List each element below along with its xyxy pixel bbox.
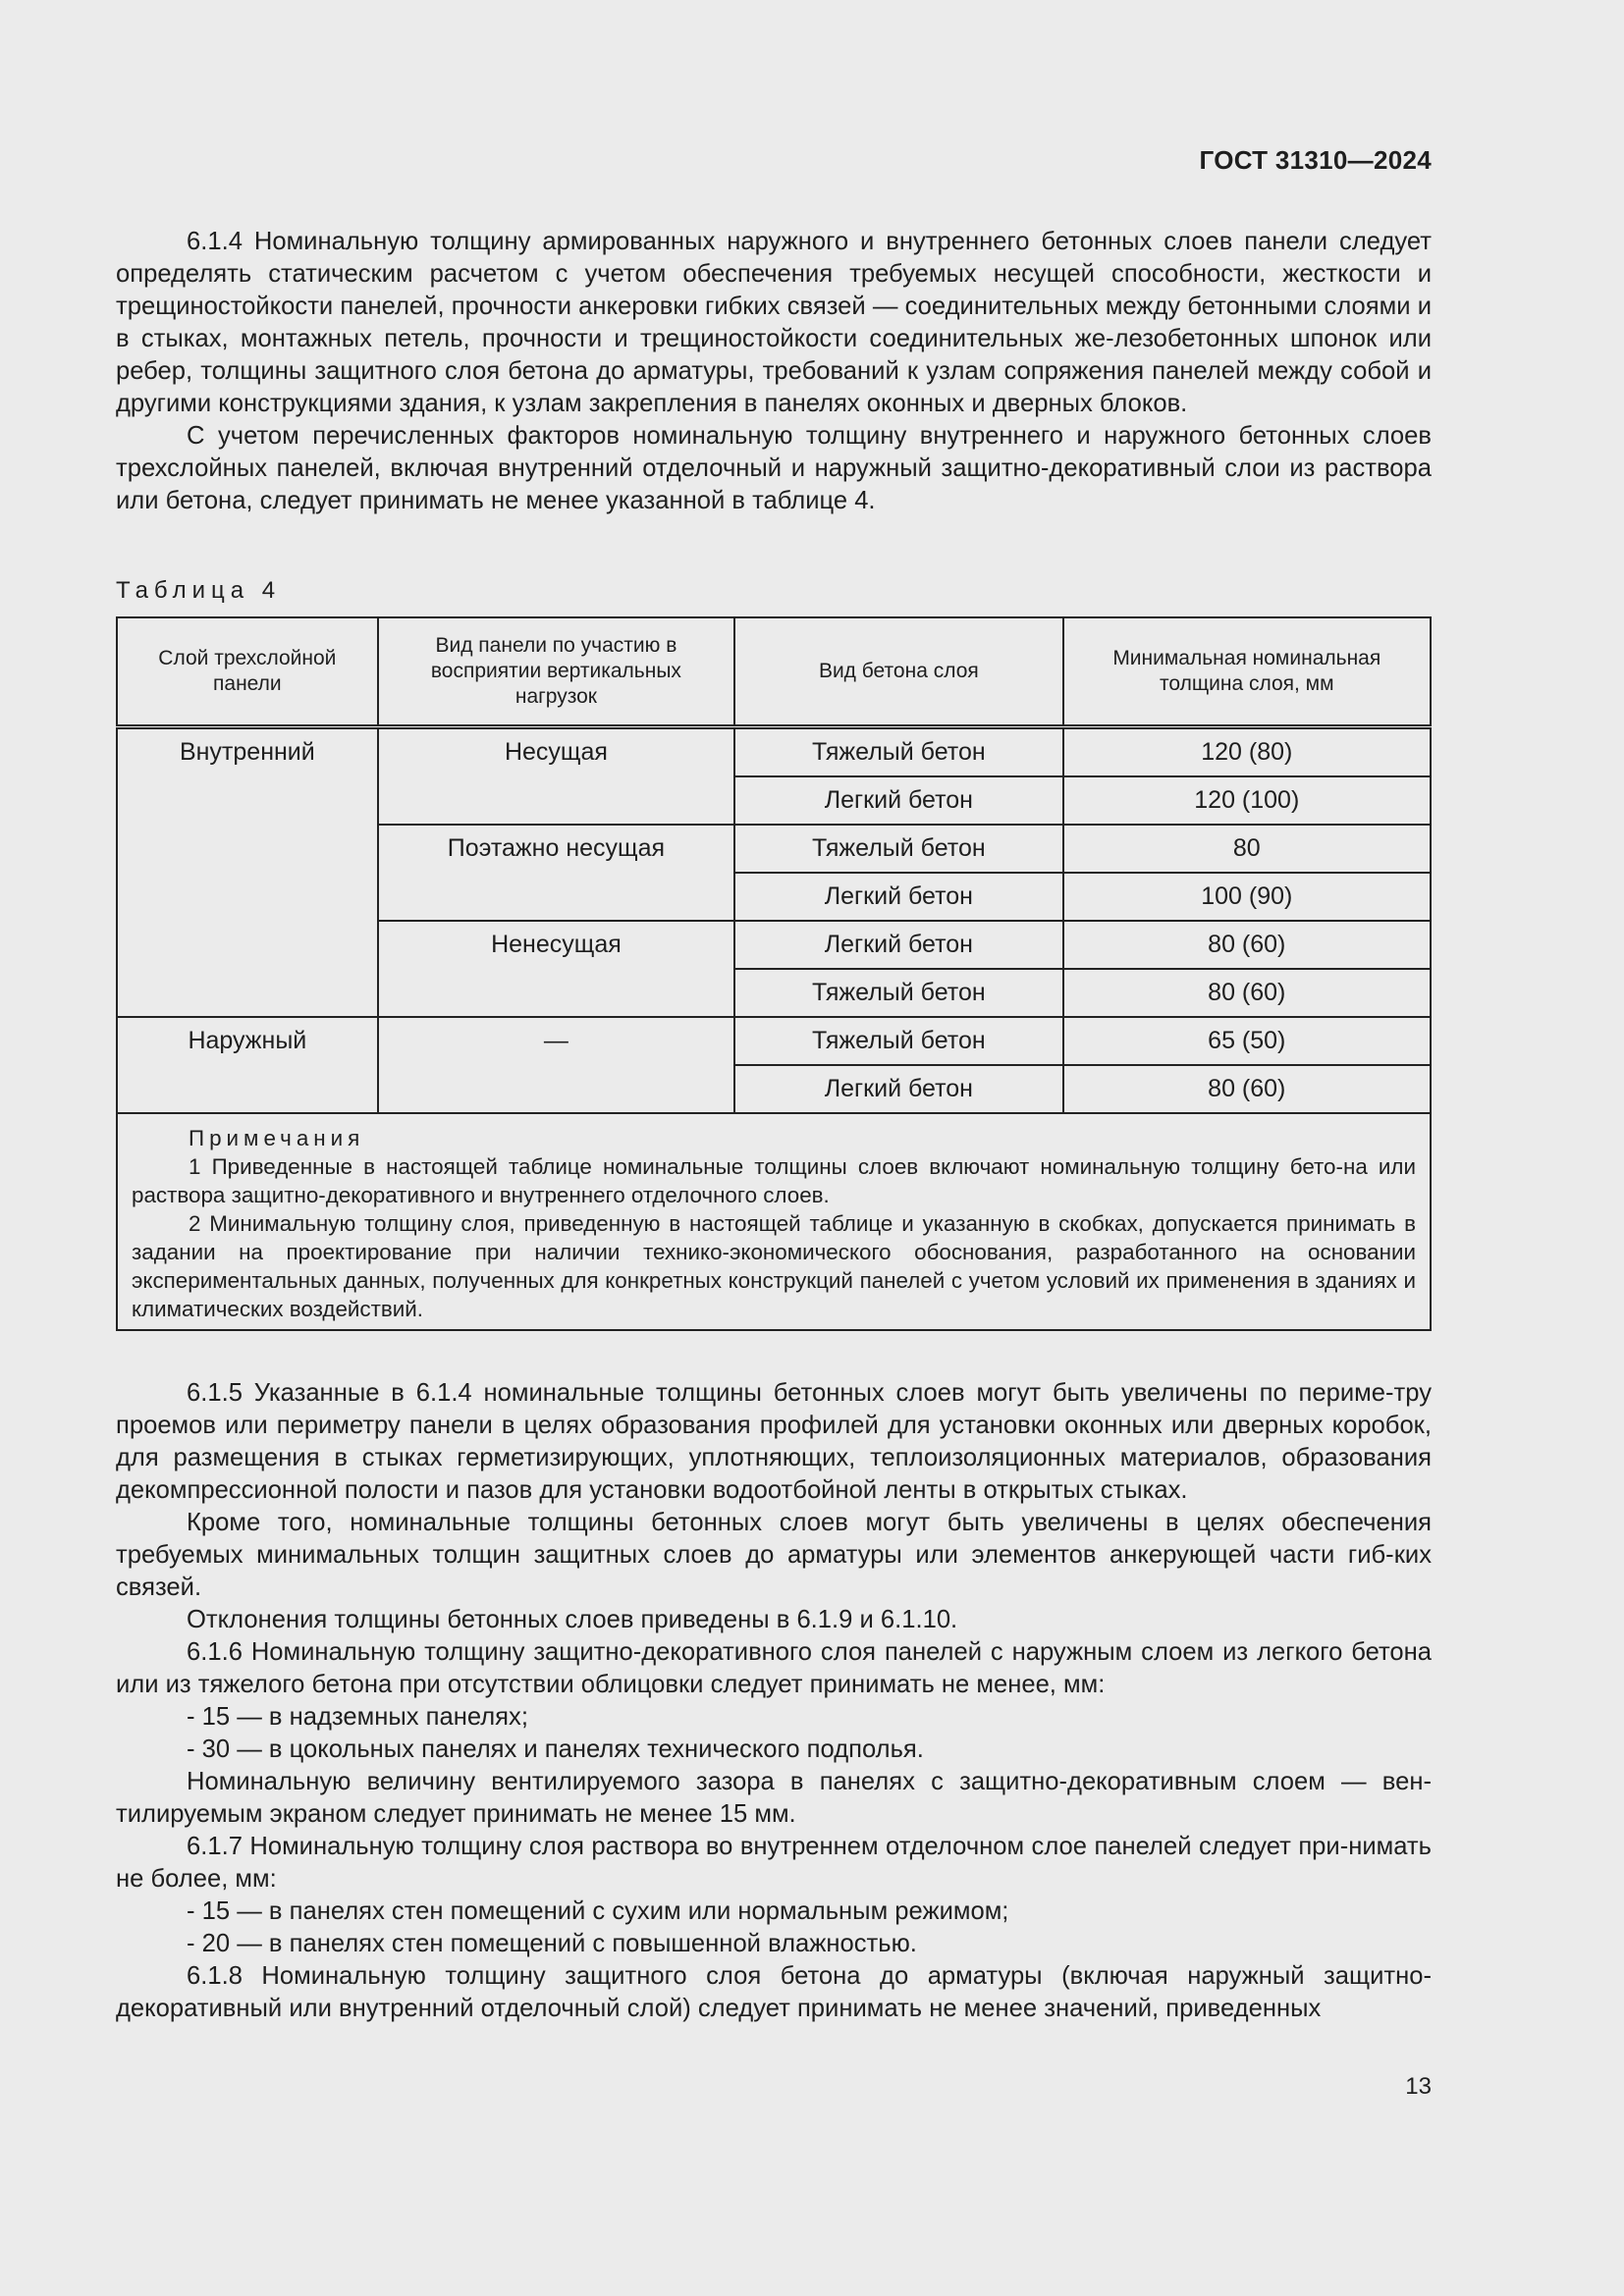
paragraph-6-1-6-b: Номинальную величину вентилируемого зазора в панелях с защитно-декоративным слоем — вен-тилируемым экраном следует принимать не менее 15 мм. xyxy=(116,1768,1432,1828)
header-min-thickness: Минимальная номинальная толщина слоя, мм xyxy=(1063,617,1431,727)
thickness-cell: 65 (50) xyxy=(1063,1017,1431,1065)
header-layer: Слой трехслойной панели xyxy=(117,617,378,727)
paragraph-6-1-7: 6.1.7 Номинальную толщину слоя раствора во внутреннем отделочном слое панелей следует при-нимать не более, мм: xyxy=(116,1833,1432,1893)
paragraph-6-1-5-c: Отклонения толщины бетонных слоев приведены в 6.1.9 и 6.1.10. xyxy=(187,1606,958,1633)
paragraph-6-1-6: 6.1.6 Номинальную толщину защитно-декоративного слоя панелей с наружным слоем из легкого бетона или из тяжелого бетона при отсутствии облицовки следует принимать не менее, мм: xyxy=(116,1638,1432,1698)
layer-cell: Наружный xyxy=(117,1017,378,1113)
list-item: - 30 — в цокольных панелях и панелях технического подполья. xyxy=(187,1735,924,1763)
thickness-cell: 80 xyxy=(1063,825,1431,873)
concrete-cell: Тяжелый бетон xyxy=(734,969,1062,1017)
list-item: - 15 — в надземных панелях; xyxy=(187,1703,528,1731)
concrete-cell: Тяжелый бетон xyxy=(734,727,1062,777)
panel-type-cell: Несущая xyxy=(378,727,734,826)
table-4 xyxy=(116,616,1432,1331)
thickness-cell: 120 (80) xyxy=(1063,727,1431,777)
thickness-cell: 80 (60) xyxy=(1063,921,1431,969)
page-number: 13 xyxy=(1405,2073,1432,2100)
list-item: - 15 — в панелях стен помещений с сухим или нормальным режимом; xyxy=(187,1897,1009,1925)
table-row xyxy=(117,727,1431,777)
paragraph-6-1-8: 6.1.8 Номинальную толщину защитного слоя бетона до арматуры (включая наружный защитно-декоративный или внутренний отделочный слой) следует принимать не менее значений, приведенных xyxy=(116,1962,1432,2022)
table-notes xyxy=(117,1113,1431,1330)
concrete-cell: Легкий бетон xyxy=(734,873,1062,921)
concrete-cell: Тяжелый бетон xyxy=(734,1017,1062,1065)
notes-title: Примечания xyxy=(189,1126,365,1150)
table-notes-row xyxy=(117,1113,1431,1330)
header-concrete-type: Вид бетона слоя xyxy=(734,617,1062,727)
thickness-cell: 120 (100) xyxy=(1063,776,1431,825)
panel-type-cell: Ненесущая xyxy=(378,921,734,1017)
table-header-row xyxy=(117,617,1431,727)
paragraph-factors: С учетом перечисленных факторов номинальную толщину внутреннего и наружного бетонных слоев трехслойных панелей, включая внутренний отделочный и наружный защитно-декоративный слои из раствора или бетона, следует принимать не менее указанной в таблице 4. xyxy=(116,422,1432,514)
note-1: 1 Приведенные в настоящей таблице номинальные толщины слоев включают номинальную толщину бето-на или раствора защитно-декоративного и внутреннего отделочного слоев. xyxy=(132,1154,1416,1207)
panel-type-cell: — xyxy=(378,1017,734,1113)
note-2: 2 Минимальную толщину слоя, приведенную в настоящей таблице и указанную в скобках, допускается принимать в задании на проектирование при наличии технико-экономического обоснования, разработанного на основании экспериментальных данных, полученных для конкретных конструкций панелей с учетом условий их применения в зданиях и климатических воздействий. xyxy=(132,1211,1416,1321)
list-item: - 20 — в панелях стен помещений с повышенной влажностью. xyxy=(187,1930,917,1957)
intro-text xyxy=(116,226,1432,517)
thickness-cell: 80 (60) xyxy=(1063,1065,1431,1113)
paragraph-6-1-4: 6.1.4 Номинальную толщину армированных наружного и внутреннего бетонных слоев панели следует определять статическим расчетом с учетом обеспечения требуемых несущей способности, жесткости и трещиностойкости панелей, прочности анкеровки гибких связей — соединительных между бетонными слоями и в стыках, монтажных петель, прочности и трещиностойкости соединительных же-лезобетонных шпонок или ребер, толщины защитного слоя бетона до арматуры, требований к узлам сопряжения панелей между собой и другими конструкциями здания, к узлам закрепления в панелях оконных и дверных блоков. xyxy=(116,228,1432,417)
concrete-cell: Легкий бетон xyxy=(734,1065,1062,1113)
concrete-cell: Тяжелый бетон xyxy=(734,825,1062,873)
thickness-cell: 80 (60) xyxy=(1063,969,1431,1017)
panel-type-cell: Поэтажно несущая xyxy=(378,825,734,921)
paragraph-6-1-5: 6.1.5 Указанные в 6.1.4 номинальные толщины бетонных слоев могут быть увеличены по периме-тру проемов или периметру панели в целях образования профилей для установки оконных или дверных коробок, для размещения в стыках герметизирующих, уплотняющих, теплоизоляционных материалов, образования декомпрессионной полости и пазов для установки водоотбойной ленты в открытых стыках. xyxy=(116,1379,1432,1504)
document-code: ГОСТ 31310—2024 xyxy=(1199,145,1432,175)
concrete-cell: Легкий бетон xyxy=(734,776,1062,825)
body-text xyxy=(116,1377,1432,2025)
thickness-cell: 100 (90) xyxy=(1063,873,1431,921)
table-row xyxy=(117,1017,1431,1065)
concrete-cell: Легкий бетон xyxy=(734,921,1062,969)
header-panel-type: Вид панели по участию в восприятии вертикальных нагрузок xyxy=(378,617,734,727)
layer-cell: Внутренний xyxy=(117,727,378,1018)
table-caption: Таблица 4 xyxy=(116,577,282,604)
paragraph-6-1-5-b: Кроме того, номинальные толщины бетонных слоев могут быть увеличены в целях обеспечения требуемых минимальных толщин защитных слоев до арматуры или элементов анкерующей части гиб-ких связей. xyxy=(116,1509,1432,1601)
